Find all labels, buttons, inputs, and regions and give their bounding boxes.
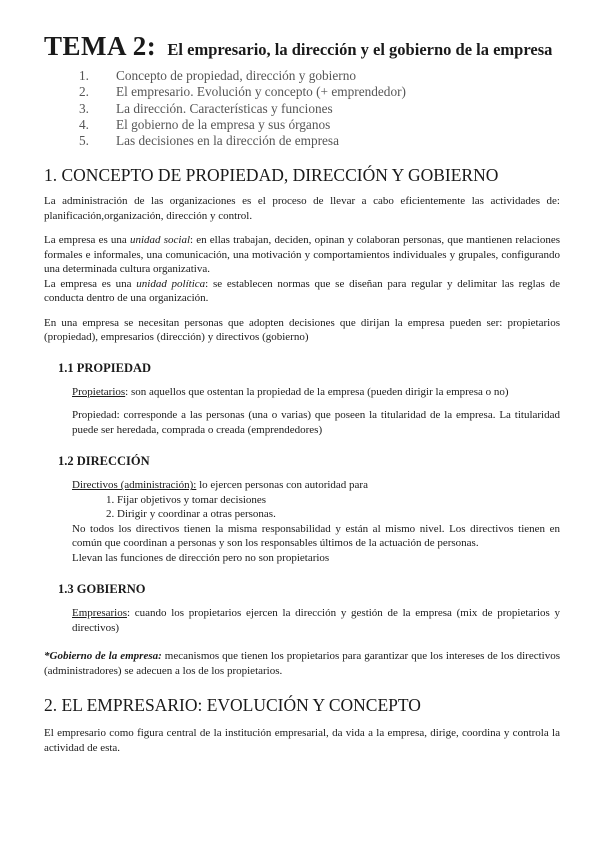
section-1-paragraph-social — [44, 233, 560, 277]
subsection-propiedad-heading: 1.1 PROPIEDAD — [58, 360, 152, 375]
directivos-term: Directivos (administración): — [72, 479, 197, 492]
toc-text: Las decisiones en la dirección de empresa — [116, 133, 339, 149]
toc-number: 5. — [79, 133, 89, 149]
propiedad-paragraph: Propiedad: corresponde a las personas (una o varias) que poseen la titularidad de la empresa. La titularidad puede ser heredada, comprada o creada (emprendedores) — [72, 409, 560, 436]
propietarios-term: Propietarios — [72, 385, 126, 398]
text-span: La empresa es una — [44, 277, 137, 290]
toc-number: 3. — [79, 100, 89, 116]
toc-text: Concepto de propiedad, dirección y gobierno — [116, 68, 357, 83]
toc-text: La dirección. Características y funciones — [116, 100, 333, 116]
section-2-paragraph: El empresario como figura central de la institución empresarial, da vida a la empresa, dirige, coordina y controla la actividad de esta. — [44, 727, 560, 754]
toc-number: 1. — [79, 68, 89, 83]
subsection-gobierno-heading: 1.3 GOBIERNO — [58, 582, 146, 597]
section-1-paragraph-admin: La administración de las organizaciones es el proceso de llevar a cabo eficientemente las actividades de: planificación,organización, dirección y control. — [44, 195, 560, 222]
direccion-list-item: 1. Fijar objetivos y tomar decisiones — [106, 493, 267, 506]
section-1-heading: 1. CONCEPTO DE PROPIEDAD, DIRECCIÓN Y GOBIERNO — [44, 165, 499, 186]
subsection-direccion-heading: 1.2 DIRECCIÓN — [58, 454, 150, 469]
document-title — [44, 28, 560, 60]
text-span: La empresa es una — [44, 234, 130, 247]
emphasis-unidad-social: unidad social — [130, 234, 191, 247]
direccion-list-item: 2. Dirigir y coordinar a otras personas. — [106, 508, 276, 521]
toc-item — [44, 133, 560, 149]
text-span: : cuando los propietarios ejercen la dirección y gestión de la empresa (mix de propietarios y directivos) — [72, 607, 560, 634]
directivos-funciones-paragraph: Llevan las funciones de dirección pero no son propietarios — [72, 551, 330, 564]
text-span: mecanismos que tienen los propietarios para garantizar que los intereses de los directivos (administradores) se adecuen a los de los propietarios. — [44, 650, 561, 677]
gobierno-note — [44, 649, 560, 678]
propietarios-paragraph — [44, 385, 560, 400]
emphasis-unidad-politica: unidad política — [136, 277, 206, 290]
section-1-paragraph-decisiones: En una empresa se necesitan personas que adopten decisiones que dirijan la empresa pueden ser: propietarios (propiedad), empresarios (dirección) y directivos (gobierno) — [44, 316, 560, 344]
text-span: : son aquellos que ostentan la propiedad de la empresa (pueden dirigir la empresa o no) — [125, 385, 509, 398]
text-span: : se establecen normas que se diseñan para regular y delimitar las reglas de conducta dentro de una organización. — [44, 277, 561, 305]
toc-item — [44, 84, 560, 100]
toc-item — [44, 101, 560, 117]
toc-item — [44, 117, 560, 133]
directivos-paragraph — [44, 478, 560, 493]
title-subtitle: El empresario, la dirección y el gobierno de la empresa — [167, 40, 553, 59]
toc-text: El gobierno de la empresa y sus órganos — [116, 116, 331, 132]
text-span: lo ejercen personas con autoridad para — [196, 479, 368, 492]
toc-item — [44, 68, 560, 84]
section-2-heading: 2. EL EMPRESARIO: EVOLUCIÓN Y CONCEPTO — [44, 695, 421, 716]
table-of-contents — [44, 68, 560, 149]
directivos-nivel-paragraph: No todos los directivos tienen la misma responsabilidad y están al mismo nivel. Los directivos tienen en común que coordinan a personas y son los responsables últimos de la actuación de personas. — [72, 522, 560, 550]
toc-text: El empresario. Evolución y concepto (+ emprendedor) — [116, 84, 406, 100]
section-1-paragraph-politica — [44, 277, 560, 306]
empresarios-paragraph — [44, 606, 560, 635]
toc-number: 4. — [79, 116, 89, 132]
empresarios-term: Empresarios — [72, 607, 127, 620]
gobierno-note-term: *Gobierno de la empresa: — [44, 650, 162, 663]
text-span: : en ellas trabajan, deciden, opinan y colaboran personas, que mantienen relaciones formales e informales, una comunicación, una motivación y comportamientos individuales y grupales, configurando una determinada cultura organizativa. — [44, 234, 560, 276]
title-colon: : — [146, 31, 157, 61]
toc-number: 2. — [79, 84, 89, 100]
tema-label: TEMA 2 — [44, 31, 147, 61]
